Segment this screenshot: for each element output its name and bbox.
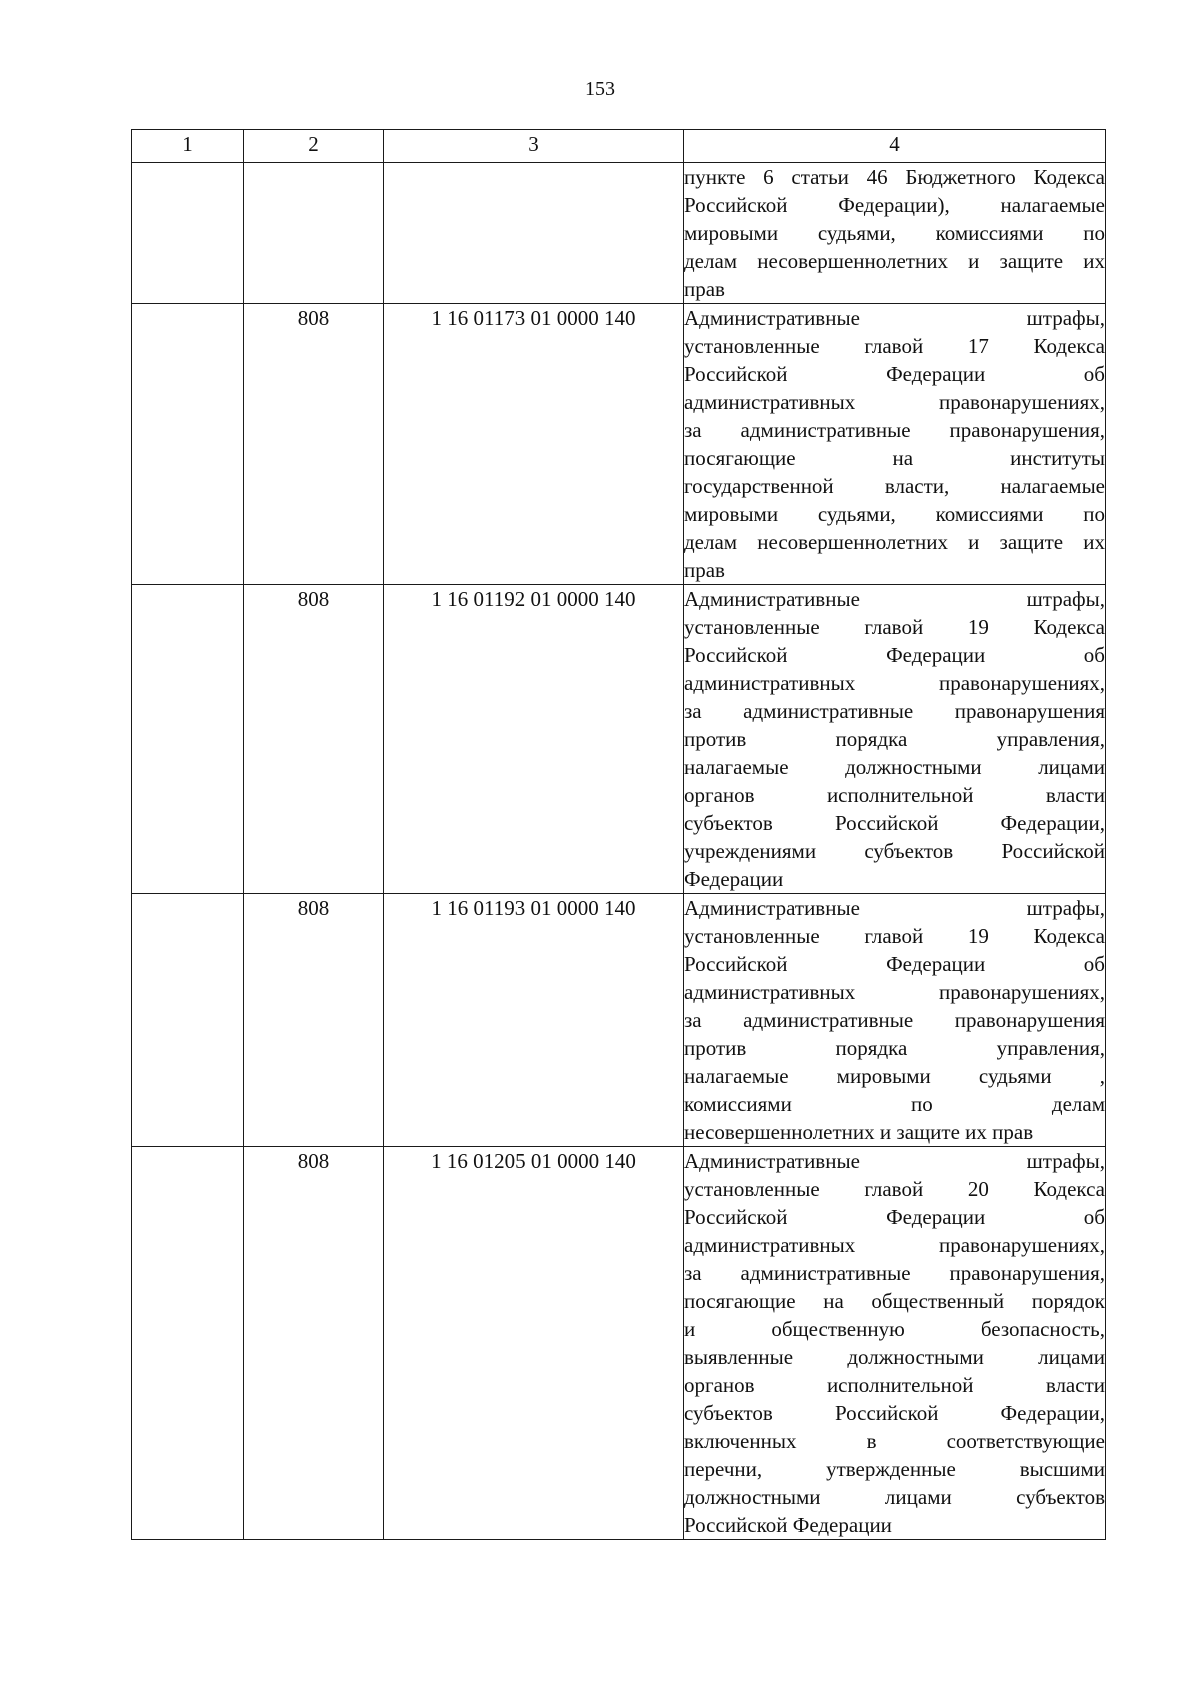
cell-admin-code [244,163,384,304]
description-line: делам несовершеннолетних и защите их [684,249,1105,273]
description-line: за административные правонарушения, [684,1261,1105,1285]
description-line: против порядка управления, [684,1036,1105,1060]
cell-budget-classification-code: 1 16 01173 01 0000 140 [384,304,684,585]
description-line: установленные главой 20 Кодекса [684,1177,1105,1201]
description-line: Федерации [684,867,784,891]
cell-description [684,894,1106,1147]
budget-code-table [131,129,1106,1540]
description-line: комиссиями по делам [684,1092,1105,1116]
description-line: Российской Федерации об [684,952,1105,976]
description-line: налагаемые мировыми судьями , [684,1064,1105,1088]
page-number: 153 [585,78,615,100]
description-line: Российской Федерации об [684,362,1105,386]
cell-description [684,304,1106,585]
description-line: прав [684,277,725,301]
cell-budget-classification-code: 1 16 01205 01 0000 140 [384,1147,684,1540]
cell-description [684,585,1106,894]
description-line: установленные главой 17 Кодекса [684,334,1105,358]
description-line: делам несовершеннолетних и защите их [684,530,1105,554]
description-line: Российской Федерации об [684,643,1105,667]
cell-col-1 [132,304,244,585]
header-col-1: 1 [132,130,244,163]
description-line: несовершеннолетних и защите их прав [684,1120,1034,1144]
description-line: выявленные должностными лицами [684,1345,1105,1369]
description-line: административных правонарушениях, [684,1233,1105,1257]
description-line: учреждениями субъектов Российской [684,839,1105,863]
description-line: посягающие на общественный порядок [684,1289,1105,1313]
description-line: против порядка управления, [684,727,1105,751]
description-line: Российской Федерации об [684,1205,1105,1229]
cell-admin-code: 808 [244,585,384,894]
header-col-4: 4 [684,130,1106,163]
description-line: включенных в соответствующие [684,1429,1105,1453]
table-row [132,1147,1106,1540]
description-line: мировыми судьями, комиссиями по [684,221,1105,245]
description-line: за административные правонарушения, [684,418,1105,442]
description-line: перечни, утвержденные высшими [684,1457,1105,1481]
description-line: Административные штрафы, [684,896,1105,920]
description-line: административных правонарушениях, [684,671,1105,695]
description-line: посягающие на институты [684,446,1105,470]
table-header-row [132,130,1106,163]
table-row [132,163,1106,304]
description-line: Российской Федерации [684,1513,892,1537]
table-row [132,894,1106,1147]
description-line: административных правонарушениях, [684,980,1105,1004]
header-col-3: 3 [384,130,684,163]
description-line: субъектов Российской Федерации, [684,1401,1105,1425]
table-row [132,585,1106,894]
description-line: за административные правонарушения [684,699,1105,723]
description-line: субъектов Российской Федерации, [684,811,1105,835]
description-line: мировыми судьями, комиссиями по [684,502,1105,526]
cell-description [684,163,1106,304]
cell-col-1 [132,894,244,1147]
cell-description [684,1147,1106,1540]
cell-admin-code: 808 [244,304,384,585]
description-line: административных правонарушениях, [684,390,1105,414]
description-line: за административные правонарушения [684,1008,1105,1032]
description-line: установленные главой 19 Кодекса [684,924,1105,948]
description-line: органов исполнительной власти [684,783,1105,807]
cell-col-1 [132,1147,244,1540]
cell-col-1 [132,585,244,894]
cell-col-1 [132,163,244,304]
description-line: Российской Федерации), налагаемые [684,193,1105,217]
description-line: Административные штрафы, [684,587,1105,611]
cell-admin-code: 808 [244,1147,384,1540]
table-row [132,304,1106,585]
description-line: установленные главой 19 Кодекса [684,615,1105,639]
cell-budget-classification-code: 1 16 01193 01 0000 140 [384,894,684,1147]
cell-budget-classification-code: 1 16 01192 01 0000 140 [384,585,684,894]
description-line: налагаемые должностными лицами [684,755,1105,779]
description-line: пункте 6 статьи 46 Бюджетного Кодекса [684,165,1105,189]
header-col-2: 2 [244,130,384,163]
description-line: государственной власти, налагаемые [684,474,1105,498]
description-line: органов исполнительной власти [684,1373,1105,1397]
cell-budget-classification-code [384,163,684,304]
description-line: Административные штрафы, [684,306,1105,330]
description-line: и общественную безопасность, [684,1317,1105,1341]
cell-admin-code: 808 [244,894,384,1147]
description-line: Административные штрафы, [684,1149,1105,1173]
description-line: прав [684,558,725,582]
description-line: должностными лицами субъектов [684,1485,1105,1509]
